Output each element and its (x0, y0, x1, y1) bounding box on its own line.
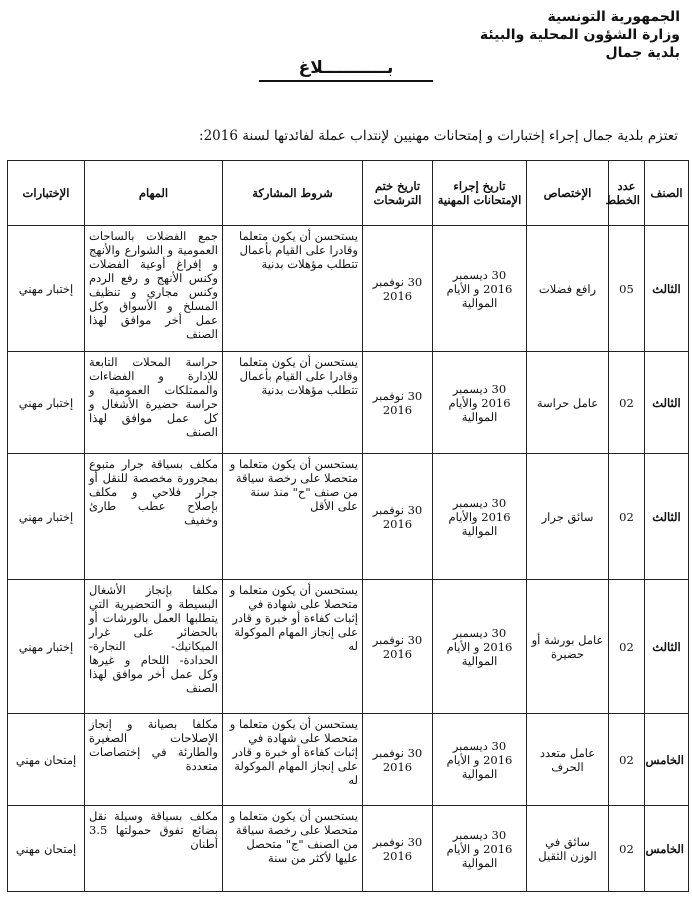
cell-tasks: حراسة المحلات التابعة للإدارة و الفضاءات والممتلكات العمومية و حراسة حضيرة الأشغال و كل عمل موافق لهذا الصنف (85, 352, 223, 454)
table-row (8, 352, 689, 454)
cell-rank: الخامس (645, 714, 689, 806)
cell-rank: الخامس (645, 806, 689, 892)
cell-tasks: مكلف بسياقة جرار متبوع بمجرورة مخصصة للنقل أو جرار فلاحي و مكلف بإصلاح عطب طارئ وخفيف (85, 454, 223, 580)
header-specialty: الإختصاص (527, 161, 609, 226)
table-row (8, 226, 689, 352)
cell-specialty: عامل حراسة (527, 352, 609, 454)
cell-test: إختبار مهني (8, 352, 85, 454)
cell-rank: الثالث (645, 454, 689, 580)
cell-close-date: 30 نوفمبر 2016 (363, 580, 433, 714)
cell-count: 02 (609, 352, 645, 454)
cell-tasks: مكلفا بإنجاز الأشغال البسيطة و التحضيرية التي يتطلبها العمل بالورشات أو بالحضائر على غرار الميكانيك- النجارة- الحدادة- اللحام و غيرها وكل عمل أخر موافق لهذا الصنف (85, 580, 223, 714)
header-close-date: تاريخ ختم الترشحات (363, 161, 433, 226)
cell-exam-date: 30 ديسمبر 2016 و الأيام الموالية (433, 580, 527, 714)
cell-tasks: مكلف بسياقة وسيلة نقل بضائع تفوق حمولتها 3.5 أطنان (85, 806, 223, 892)
recruitment-table (7, 160, 689, 892)
cell-specialty: رافع فضلات (527, 226, 609, 352)
cell-conditions: يستحسن أن يكون متعلما و متحصلا على رخصة سياقة من الصنف "ج" متحصل عليها لأكثر من سنة (223, 806, 363, 892)
cell-count: 02 (609, 454, 645, 580)
cell-exam-date: 30 ديسمبر 2016 والأيام الموالية (433, 454, 527, 580)
cell-exam-date: 30 ديسمبر 2016 والأيام الموالية (433, 352, 527, 454)
header-conditions: شروط المشاركة (223, 161, 363, 226)
intro-paragraph: تعتزم بلدية جمال إجراء إختبارات و إمتحانات مهنيين لإنتداب عملة لفائدتها لسنة 2016: (199, 128, 678, 144)
cell-tasks: جمع الفضلات بالساحات العمومية و الشوارع والأنهج و إفراغ أوعية الفضلات وكنس الأنهج و رفع الردم وكنس مجاري و تنظيف المسلخ و الأسواق وكل عمل أخر موافق لهذا الصنف (85, 226, 223, 352)
header-exam-date: تاريخ إجراء الإمتحانات المهنية (433, 161, 527, 226)
cell-test: إمتحان مهني (8, 806, 85, 892)
notice-title-wrapper (0, 58, 692, 82)
notice-title: بـــــــــــلاغ (259, 58, 434, 82)
header-tasks: المهام (85, 161, 223, 226)
cell-conditions: يستحسن أن يكون متعلما و متحصلا على رخصة سياقة من صنف "ح" منذ سنة على الأقل (223, 454, 363, 580)
header-count: عدد الخطط (609, 161, 645, 226)
cell-test: إختبار مهني (8, 580, 85, 714)
cell-conditions: يستحسن أن يكون متعلما وقادرا على القيام بأعمال تتطلب مؤهلات بدنية (223, 352, 363, 454)
cell-close-date: 30 نوفمبر 2016 (363, 226, 433, 352)
municipality-name: بلدية جمال (605, 45, 680, 61)
cell-specialty: سائق في الوزن الثقيل (527, 806, 609, 892)
cell-exam-date: 30 ديسمبر 2016 و الأيام الموالية (433, 226, 527, 352)
table-row (8, 454, 689, 580)
table-row (8, 580, 689, 714)
republic-name: الجمهورية التونسية (547, 9, 680, 25)
cell-specialty: عامل متعدد الحرف (527, 714, 609, 806)
cell-conditions: يستحسن أن يكون متعلما و متحصلا على شهادة في إثبات كفاءة أو خبرة و قادر على إنجاز المهام الموكولة له (223, 580, 363, 714)
cell-exam-date: 30 ديسمبر 2016 و الأيام الموالية (433, 806, 527, 892)
cell-rank: الثالث (645, 352, 689, 454)
table-row (8, 806, 689, 892)
cell-close-date: 30 نوفمبر 2016 (363, 454, 433, 580)
table-header-row (8, 161, 689, 226)
cell-specialty: سائق جرار (527, 454, 609, 580)
cell-count: 05 (609, 226, 645, 352)
cell-test: إختبار مهني (8, 226, 85, 352)
ministry-name: وزارة الشؤون المحلية والبيئة (479, 27, 680, 43)
cell-test: إختبار مهني (8, 454, 85, 580)
cell-tasks: مكلفا بصيانة و إنجاز الإصلاحات الصغيرة والطارئة في إختصاصات متعددة (85, 714, 223, 806)
cell-rank: الثالث (645, 226, 689, 352)
cell-exam-date: 30 ديسمبر 2016 و الأيام الموالية (433, 714, 527, 806)
cell-rank: الثالث (645, 580, 689, 714)
cell-close-date: 30 نوفمبر 2016 (363, 806, 433, 892)
cell-test: إمتحان مهني (8, 714, 85, 806)
letterhead (480, 8, 680, 62)
cell-close-date: 30 نوفمبر 2016 (363, 714, 433, 806)
cell-count: 02 (609, 580, 645, 714)
cell-close-date: 30 نوفمبر 2016 (363, 352, 433, 454)
cell-count: 02 (609, 806, 645, 892)
table-row (8, 714, 689, 806)
header-test: الإختبارات (8, 161, 85, 226)
header-rank: الصنف (645, 161, 689, 226)
cell-conditions: يستحسن أن يكون متعلما و متحصلا على شهادة في إثبات كفاءة أو خبرة و قادر على إنجاز المهام الموكولة له (223, 714, 363, 806)
cell-count: 02 (609, 714, 645, 806)
cell-specialty: عامل بورشة أو حضيرة (527, 580, 609, 714)
cell-conditions: يستحسن أن يكون متعلما وقادرا على القيام بأعمال تتطلب مؤهلات بدنية (223, 226, 363, 352)
